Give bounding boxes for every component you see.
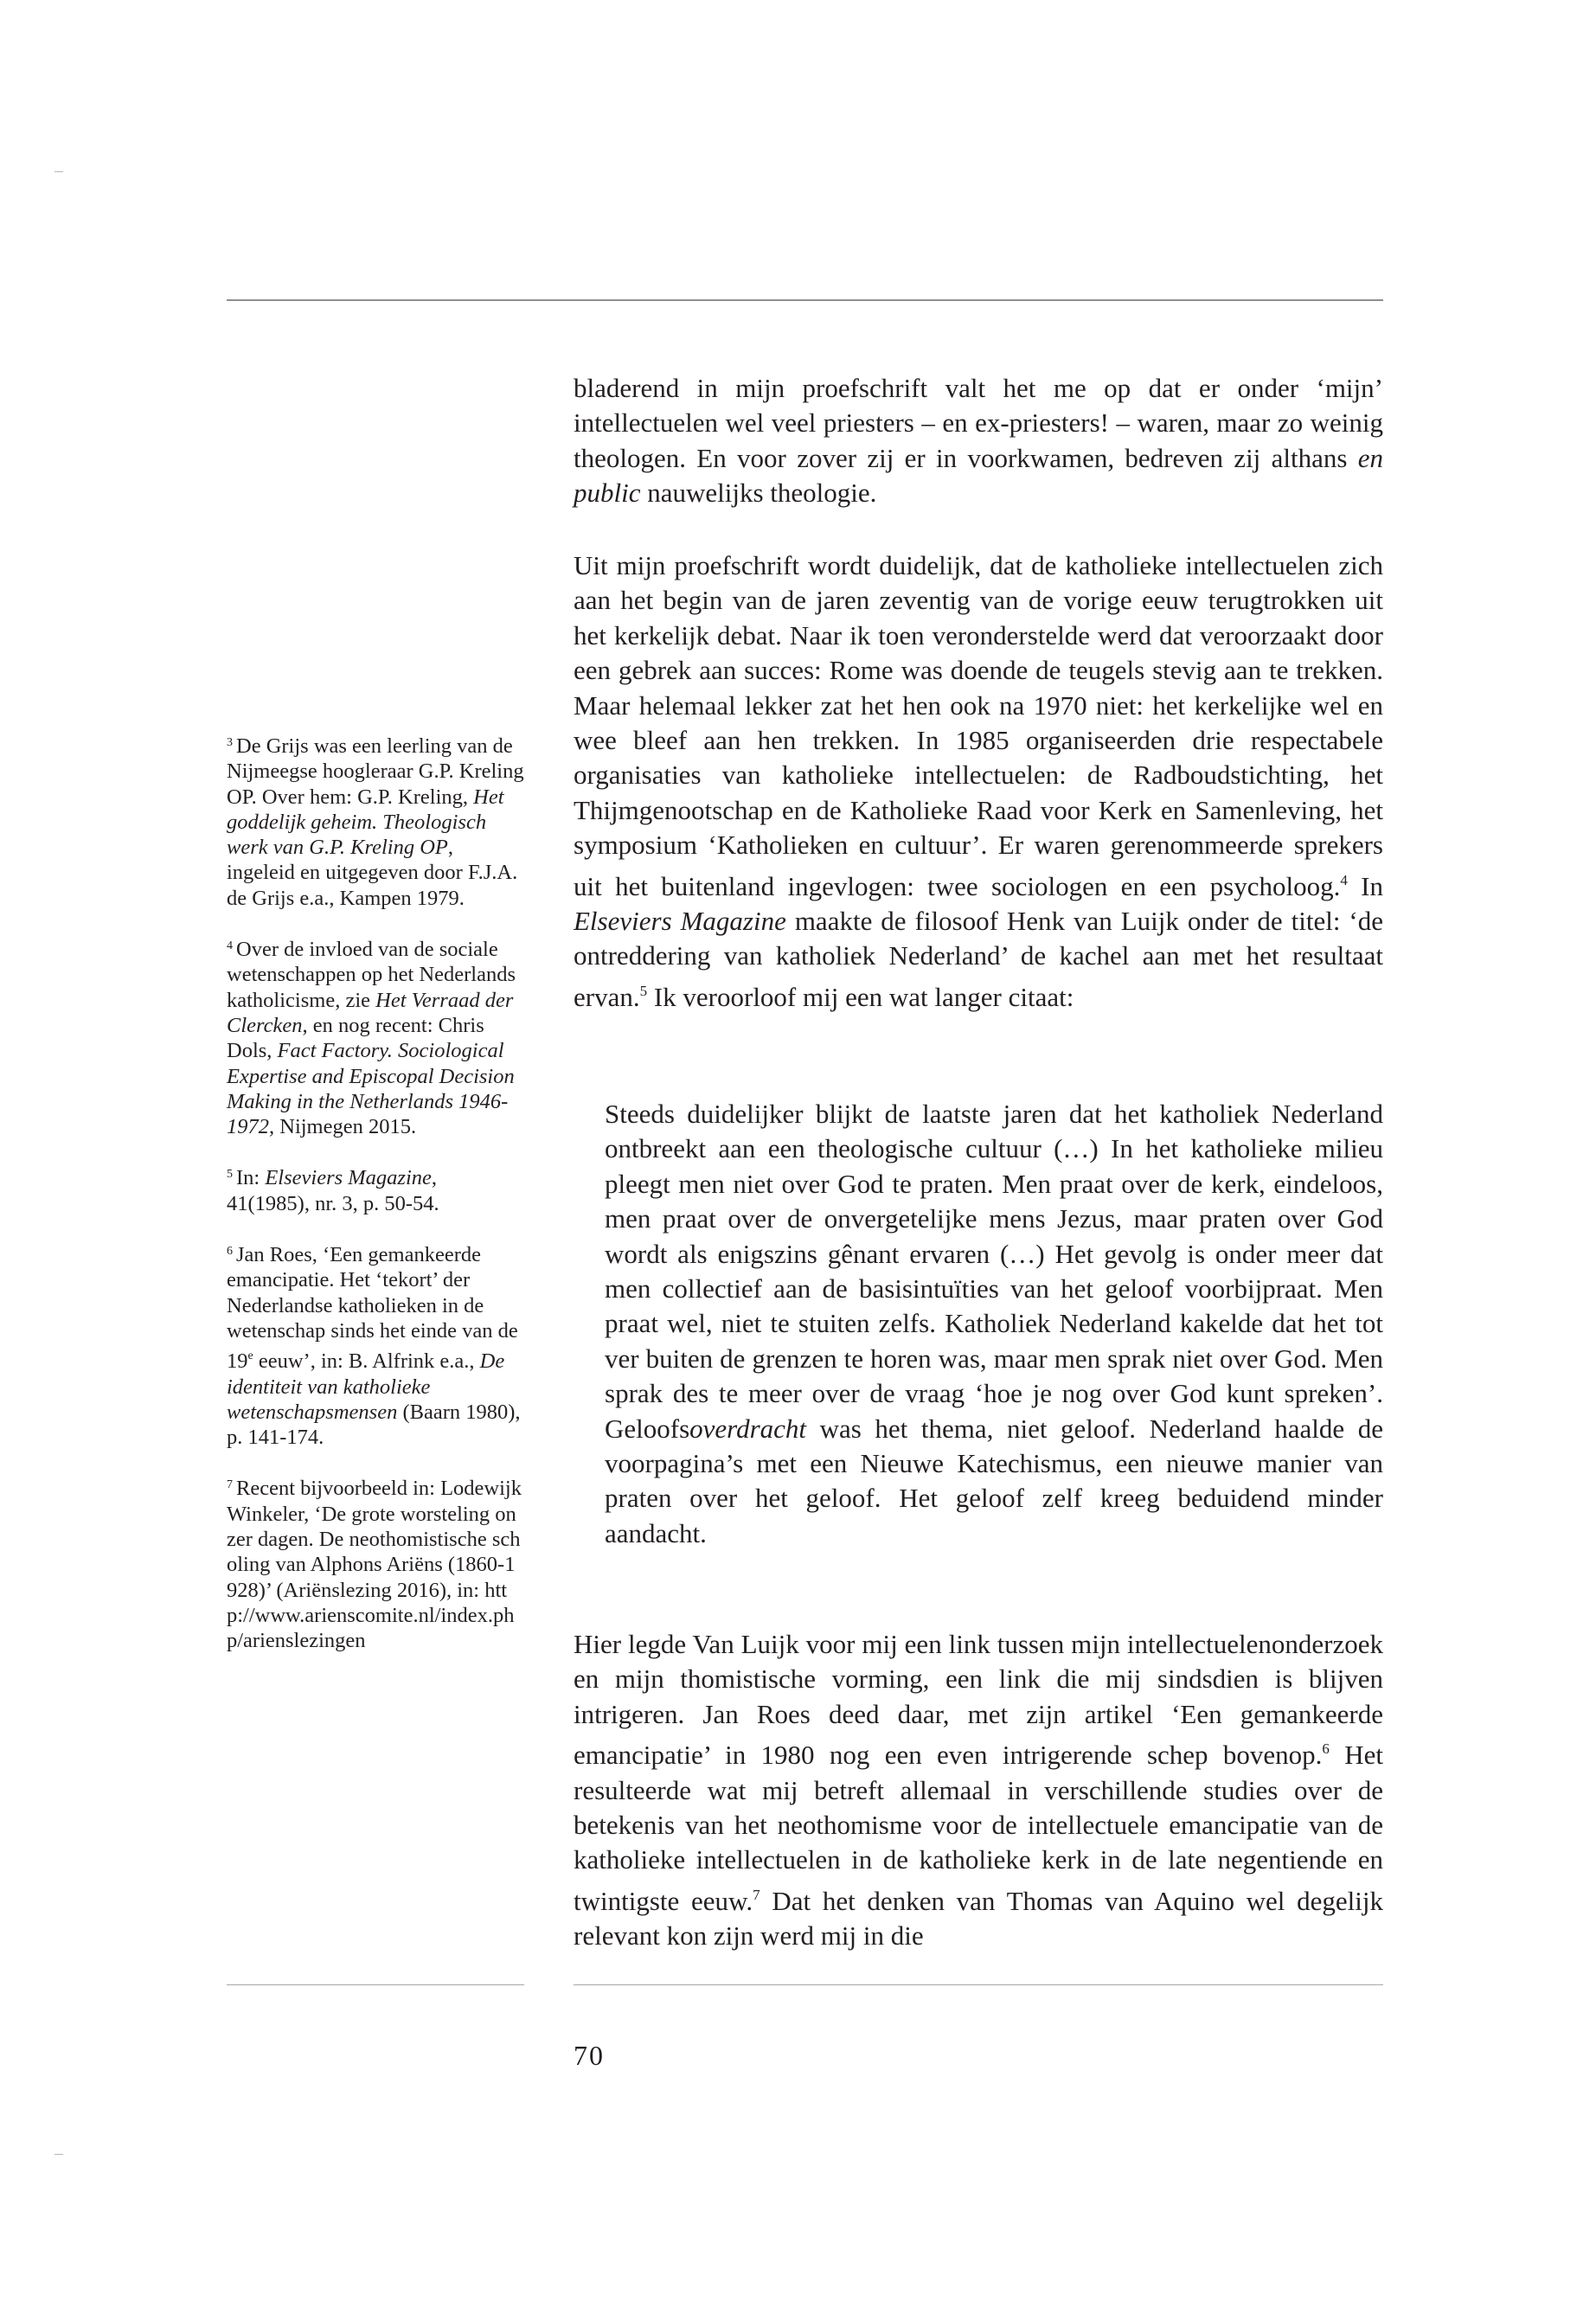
page-number: 70 [574,2040,605,2071]
block-quote: Steeds duidelijker blijkt de laatste jaren dat het katholiek Nederland ontbreekt aan een theologische cultuur (…) In het katholieke milieu pleegt men niet over God te praten. Men praat over de kerk, eindeloos, men praat over de onvergetelijke mens Jezus, maar praten over God wordt als enigszins gênant ervaren (…) Het gevolg is onder meer dat men collectief aan de basisintuïties van het geloof voorbijpraat. Men praat wel, niet te stuiten zelfs. Katholiek Nederland kakelde dat het tot ver buiten de grenzen te horen was, maar men sprak niet over God. Men sprak des te meer over de vraag ‘hoe je nog over God kunt spreken’. Geloofsoverdracht was het thema, niet geloof. Nederland haalde de voorpagina’s met een Nieuwe Katechismus, een nieuwe manier van praten over het geloof. Het geloof zelf kreeg beduidend minder aandacht. [605,1099,1383,1548]
footnote-ref-7: 7 [753,1886,760,1903]
footnote-3: $^3$ De Grijs was een leerling van de Nijmeegse hoogleraar G.P. Kreling OP. Over hem: G.P. Kreling, Het goddelijk geheim. Theologisch werk van G.P. Kreling OP, ingeleid en uitgegeven door F.J.A. de Grijs e.a., Kampen 1979. [227,734,524,910]
footnote-ref-6: 6 [1322,1740,1330,1758]
main-text-block-3 [574,1627,1383,1954]
main-bottom-rule [574,1984,1383,1985]
footnotes-bottom-rule [227,1984,524,1985]
crop-mark-bottom-left [54,2154,63,2155]
crop-mark-top-left [54,171,63,172]
paragraph-2: Uit mijn proefschrift wordt duidelijk, dat de katholieke intellectuelen zich aan het begin van de jaren zeventig van de vorige eeuw terugtrokken uit het kerkelijk debat. Naar ik toen veronderstelde werd dat veroorzaakt door een gebrek aan succes: Rome was doende de teugels stevig aan te trekken. Maar helemaal lekker zat het hen ook na 1970 niet: het kerkelijke wel en wee bleef aan hen trekken. In 1985 organiseerden drie respectabele organisaties van katholieke intellectuelen: de Radboudstichting, het Thijmgenootschap en de Katholieke Raad voor Kerk en Samenleving, het symposium ‘Katholieken en cultuur’. Er waren gerenommeerde sprekers uit het buitenland ingevlogen: twee sociologen en een psycholoog.$^4$ In Elseviers Magazine maakte de filosoof Henk van Luijk onder de titel: ‘de ontreddering van katholiek Nederland’ de kachel aan met het resultaat ervan.$^5$ Ik veroorloof mij een wat langer citaat: [574,550,1384,1012]
footnote-ref-4: 4 [1340,871,1348,888]
footnote-ref-5: 5 [639,982,648,999]
paragraph-1: bladerend in mijn proefschrift valt het me op dat er onder ‘mijn’ intellectuelen wel veel priesters – en ex-priesters! – waren, maar zo weinig theologen. En voor zover zij er in voorkwamen, bedreven zij althans en public nauwelijks theologie. [574,373,1383,509]
footnote-4: $^4$ Over de invloed van de sociale wetenschappen op het Nederlands katholicisme, zie Het Verraad der Clercken, en nog recent: Chris Dols, Fact Factory. Sociological Expertise and Episcopal Decision Making in the Netherlands 1946-1972, Nijmegen 2015. [227,938,516,1139]
footnotes-column [227,730,524,1676]
main-text-block-2 [574,548,1383,1015]
header-rule [227,299,1383,301]
footnote-7: $^7$ Recent bijvoorbeeld in: Lodewijk Winkeler, ‘De grote worsteling onzer dagen. De neothomistische scholing van Alphons Ariëns (1860-1928)’ (Ariënslezing 2016), in: http://www.arienscomite.nl/index.php/arienslezingen [227,1477,522,1653]
footnote-5: $^5$ In: Elseviers Magazine, 41(1985), nr. 3, p. 50-54. [227,1166,439,1215]
main-text-block-1 [574,371,1383,511]
paragraph-3: Hier legde Van Luijk voor mij een link tussen mijn intellectuelenonderzoek en mijn thomistische vorming, een link die mij sindsdien is blijven intrigeren. Jan Roes deed daar, met zijn artikel ‘Een gemankeerde emancipatie’ in 1980 nog een even intrigerende schep bovenop.$^6$ Het resulteerde wat mij betreft allemaal in verschillende studies over de betekenis van het neothomisme voor de intellectuele emancipatie van de katholieke intellectuelen in de katholieke kerk in de late negentiende en twintigste eeuw.$^7$ Dat het denken van Thomas van Aquino wel degelijk relevant kon zijn werd mij in die [574,1629,1383,1952]
footnote-6: $^6$ Jan Roes, ‘Een gemankeerde emancipatie. Het ‘tekort’ der Nederlandse katholieken in de wetenschap sinds het einde van de 19e eeuw’, in: B. Alfrink e.a., De identiteit van katholieke wetenschapsmensen (Baarn 1980), p. 141-174. [227,1243,521,1450]
